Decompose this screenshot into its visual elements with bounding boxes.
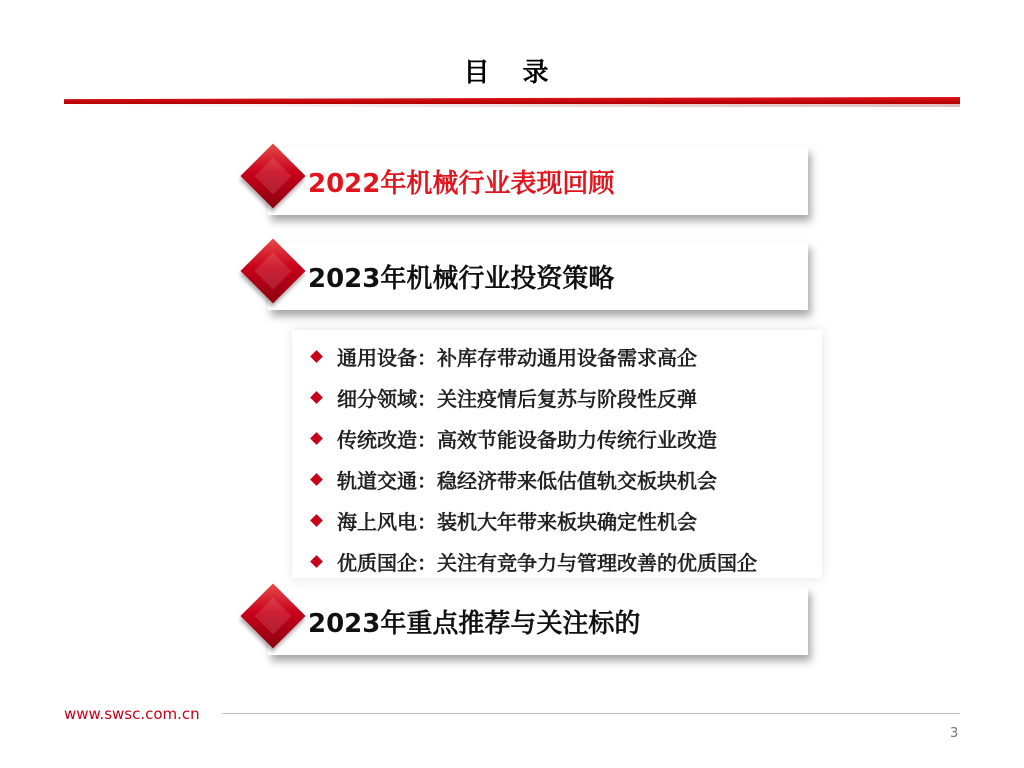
section-label: 2023年机械行业投资策略 [308,264,615,294]
diamond-bullet-icon [310,555,323,568]
footer-url[interactable]: www.swsc.com.cn [64,705,200,723]
list-item-text: 海上风电：装机大年带来板块确定性机会 [337,509,697,534]
list-item[interactable] [308,545,757,577]
diamond-bullet-icon [310,473,323,486]
list-item[interactable] [308,340,697,372]
toc-section-2[interactable] [238,238,818,316]
list-item-text: 细分领域：关注疫情后复苏与阶段性反弹 [337,386,697,411]
title-divider-shadow [64,104,960,107]
diamond-bullet-icon [310,350,323,363]
diamond-bullet-icon [310,391,323,404]
list-item[interactable] [308,422,717,454]
list-item-text: 优质国企：关注有竞争力与管理改善的优质国企 [337,550,757,575]
subsection-list [292,330,822,578]
section-label: 2023年重点推荐与关注标的 [308,609,641,639]
list-item-text: 轨道交通：稳经济带来低估值轨交板块机会 [337,468,717,493]
toc-section-3[interactable] [238,583,818,661]
diamond-bullet-icon [310,432,323,445]
page-number: 3 [950,726,959,741]
footer-divider [222,713,960,714]
list-item[interactable] [308,504,697,536]
list-item[interactable] [308,463,717,495]
diamond-bullet-icon [310,514,323,527]
list-item-text: 传统改造：高效节能设备助力传统行业改造 [337,427,717,452]
list-item[interactable] [308,381,697,413]
section-label: 2022年机械行业表现回顾 [308,169,615,199]
toc-section-1[interactable] [238,143,818,221]
page-title: 目 录 [463,58,561,88]
title-divider [64,97,960,104]
list-item-text: 通用设备：补库存带动通用设备需求高企 [337,345,697,370]
